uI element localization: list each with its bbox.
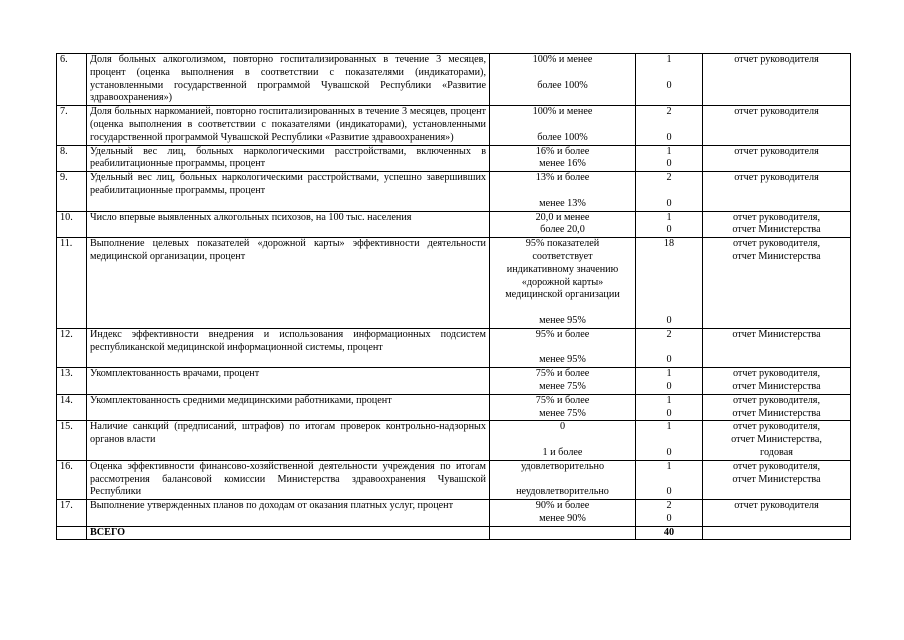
points-value-cell	[636, 328, 703, 367]
points-value: 0	[666, 224, 672, 236]
table-row	[57, 500, 851, 527]
criterion-value-cell	[490, 460, 636, 499]
points-value: 0	[666, 512, 672, 524]
points-value: 1	[666, 421, 672, 433]
points-value-cell	[636, 145, 703, 172]
criterion-value-cell	[490, 500, 636, 527]
table-row	[57, 238, 851, 329]
points-value: 0	[666, 407, 672, 419]
criterion-value: 1 и более	[542, 446, 583, 458]
source-value: отчет руководителя	[734, 54, 819, 65]
criterion-value: 0	[559, 421, 566, 433]
source-value: отчет Министерства	[732, 328, 821, 340]
points-value	[639, 251, 699, 264]
criterion-value-cell	[490, 368, 636, 395]
criterion-value-cell	[490, 328, 636, 367]
source-value-cell	[703, 460, 851, 499]
source-value-cell	[703, 500, 851, 527]
points-value: 0	[666, 131, 672, 143]
points-value: 2	[666, 500, 672, 512]
source-value: отчет руководителя,	[732, 460, 821, 472]
points-value-cell	[636, 106, 703, 145]
points-value-cell	[636, 54, 703, 106]
table-row	[57, 211, 851, 238]
source-value-cell	[703, 211, 851, 238]
criterion-value: более 100%	[537, 131, 588, 143]
criterion-value	[493, 474, 632, 487]
row-number: 10.	[57, 211, 87, 238]
points-value: 2	[666, 328, 672, 340]
source-value-cell	[703, 368, 851, 395]
points-value	[639, 342, 699, 355]
points-value-cell	[636, 394, 703, 421]
points-value: 0	[666, 314, 672, 326]
table-row	[57, 394, 851, 421]
row-number: 11.	[57, 238, 87, 329]
table-row	[57, 145, 851, 172]
criterion-value	[493, 119, 632, 132]
criterion-value: медицинской организации	[505, 289, 620, 301]
points-value: 0	[666, 354, 672, 366]
row-number: 15.	[57, 421, 87, 460]
indicator-description	[87, 500, 490, 527]
criterion-value: менее 75%	[539, 380, 586, 392]
criterion-value: неудовлетворительно	[516, 486, 609, 498]
indicator-description	[87, 394, 490, 421]
table-row	[57, 421, 851, 460]
indicator-text: Выполнение утвержденных планов по доходам от оказания платных услуг, процент	[90, 500, 454, 512]
table-row	[57, 368, 851, 395]
indicator-text: Укомплектованность врачами, процент	[90, 368, 260, 380]
criterion-value	[493, 302, 632, 315]
indicator-text: Укомплектованность средними медицинскими работниками, процент	[90, 394, 392, 406]
total-criteria-cell	[490, 526, 636, 540]
criterion-value	[493, 185, 632, 198]
indicator-description	[87, 211, 490, 238]
criterion-value: удовлетворительно	[520, 460, 605, 472]
row-number: 9.	[57, 172, 87, 211]
criterion-value: менее 13%	[539, 197, 586, 209]
criterion-value-cell	[490, 394, 636, 421]
criterion-value: соответствует	[532, 250, 593, 262]
criterion-value: менее 16%	[539, 158, 586, 170]
row-number: 14.	[57, 394, 87, 421]
criterion-value	[493, 342, 632, 355]
indicator-description	[87, 106, 490, 145]
total-row	[57, 526, 851, 540]
source-value: отчет Министерства	[732, 407, 821, 419]
points-value-cell	[636, 368, 703, 395]
criterion-value: менее 75%	[539, 407, 586, 419]
source-value: отчет Министерства	[732, 473, 821, 485]
source-value-cell	[703, 238, 851, 329]
points-value-cell	[636, 460, 703, 499]
points-value	[639, 67, 699, 80]
criterion-value-cell	[490, 106, 636, 145]
criterion-value: 75% и более	[535, 394, 590, 406]
points-value: 18	[663, 238, 675, 250]
table-row	[57, 172, 851, 211]
points-value-cell	[636, 211, 703, 238]
criterion-value: 100% и менее	[532, 106, 593, 118]
source-value-cell	[703, 106, 851, 145]
source-value: отчет Министерства,	[731, 434, 822, 446]
points-value: 0	[666, 197, 672, 209]
source-value: отчет руководителя,	[732, 394, 821, 406]
criterion-value	[493, 67, 632, 80]
criterion-value-cell	[490, 211, 636, 238]
points-value	[639, 302, 699, 315]
points-value: 0	[666, 446, 672, 458]
points-value: 0	[666, 486, 672, 498]
table-row	[57, 106, 851, 145]
criterion-value-cell	[490, 172, 636, 211]
total-points: 40	[636, 526, 703, 540]
points-value-cell	[636, 500, 703, 527]
table-row	[57, 328, 851, 367]
criterion-value: 16% и более	[535, 145, 590, 157]
source-value: отчет Министерства	[732, 250, 821, 262]
indicator-description	[87, 238, 490, 329]
points-value: 1	[666, 145, 672, 157]
total-label: ВСЕГО	[87, 526, 490, 540]
source-value: отчет руководителя	[734, 145, 819, 157]
indicator-description	[87, 172, 490, 211]
points-value-cell	[636, 172, 703, 211]
criterion-value: 95% и более	[535, 328, 590, 340]
criterion-value-cell	[490, 238, 636, 329]
indicator-text: Выполнение целевых показателей «дорожной карты» эффективности деятельности медицинской организации, процент	[90, 238, 486, 262]
indicator-description	[87, 421, 490, 460]
indicator-text: Оценка эффективности финансово-хозяйственной деятельности учреждения по итогам рассмотрения балансовой комиссии Министерства здравоохранения Чувашской Республики	[90, 460, 486, 498]
points-value: 0	[666, 380, 672, 392]
source-value: отчет руководителя	[734, 500, 819, 512]
indicator-description	[87, 368, 490, 395]
criterion-value-cell	[490, 54, 636, 106]
criterion-value: «дорожной карты»	[521, 276, 604, 288]
points-value	[639, 119, 699, 132]
criterion-value: более 100%	[537, 79, 588, 91]
indicator-text: Наличие санкций (предписаний, штрафов) по итогам проверок контрольно-надзорных органов власти	[90, 421, 486, 446]
source-value: отчет Министерства	[732, 380, 821, 392]
criterion-value: индикативному значению	[506, 263, 619, 275]
table-row	[57, 54, 851, 106]
criterion-value: 20,0 и менее	[535, 211, 590, 223]
source-value: отчет руководителя,	[732, 211, 821, 223]
indicator-text: Удельный вес лиц, больных наркологическими расстройствами, включенных в реабилитационные программы, процент	[90, 145, 486, 170]
indicators-table	[56, 53, 851, 540]
points-value: 2	[666, 172, 672, 184]
criterion-value: менее 95%	[539, 354, 586, 366]
points-value: 1	[666, 368, 672, 380]
points-value	[639, 474, 699, 487]
criterion-value: 95% показателей	[525, 238, 600, 250]
table-body	[57, 54, 851, 540]
source-value: отчет руководителя,	[732, 368, 821, 380]
points-value	[639, 289, 699, 302]
row-number: 17.	[57, 500, 87, 527]
indicator-description	[87, 460, 490, 499]
row-number: 8.	[57, 145, 87, 172]
criterion-value: менее 95%	[539, 314, 586, 326]
source-value: отчет руководителя	[734, 172, 819, 184]
row-number: 16.	[57, 460, 87, 499]
points-value: 1	[666, 460, 672, 472]
source-value: отчет Министерства	[732, 224, 821, 236]
source-value-cell	[703, 421, 851, 460]
row-number: 6.	[57, 54, 87, 106]
source-value-cell	[703, 145, 851, 172]
criterion-value: 90% и более	[535, 500, 590, 512]
points-value: 0	[666, 158, 672, 170]
criterion-value: 13% и более	[535, 172, 590, 184]
points-value-cell	[636, 421, 703, 460]
source-value-cell	[703, 172, 851, 211]
criterion-value: 75% и более	[535, 368, 590, 380]
row-number: 13.	[57, 368, 87, 395]
points-value: 0	[666, 79, 672, 91]
indicator-text: Число впервые выявленных алкогольных психозов, на 100 тыс. населения	[90, 211, 412, 223]
indicator-text: Доля больных наркоманией, повторно госпитализированных в течение 3 месяцев, процент (оценка выполнения в соответствии с показателями (индикаторами), установленными государственной программой Чувашской Республики «Развитие здравоохранения»)	[90, 106, 486, 143]
indicator-description	[87, 328, 490, 367]
points-value: 2	[666, 106, 672, 118]
indicator-description	[87, 54, 490, 106]
points-value	[639, 277, 699, 290]
criterion-value: 100% и менее	[532, 54, 593, 65]
table-row	[57, 460, 851, 499]
points-value: 1	[666, 54, 672, 65]
criterion-value-cell	[490, 145, 636, 172]
row-number: 12.	[57, 328, 87, 367]
indicator-text: Удельный вес лиц, больных наркологическими расстройствами, успешно завершивших реабилитационные программы, процент	[90, 172, 486, 196]
row-number: 7.	[57, 106, 87, 145]
source-value: годовая	[760, 446, 793, 458]
points-value: 1	[666, 211, 672, 223]
points-value-cell	[636, 238, 703, 329]
points-value	[639, 264, 699, 277]
source-value: отчет руководителя	[734, 106, 819, 118]
criterion-value-cell	[490, 421, 636, 460]
total-num-cell	[57, 526, 87, 540]
source-value-cell	[703, 394, 851, 421]
source-value: отчет руководителя,	[732, 421, 821, 433]
indicator-text: Индекс эффективности внедрения и использования информационных подсистем республиканской медицинской информационной системы, процент	[90, 328, 486, 353]
total-source-cell	[703, 526, 851, 540]
criterion-value	[493, 434, 632, 447]
source-value-cell	[703, 54, 851, 106]
criterion-value: более 20,0	[540, 224, 585, 236]
indicator-description	[87, 145, 490, 172]
points-value	[639, 185, 699, 198]
points-value	[639, 434, 699, 447]
source-value-cell	[703, 328, 851, 367]
indicator-text: Доля больных алкоголизмом, повторно госпитализированных в течение 3 месяцев, процент (оценка выполнения в соответствии с показателями (индикаторами), установленными государственной программой Чувашской Республики «Развитие здравоохранения»)	[90, 54, 486, 104]
criterion-value: менее 90%	[539, 512, 586, 524]
source-value: отчет руководителя,	[732, 238, 821, 250]
points-value: 1	[666, 394, 672, 406]
